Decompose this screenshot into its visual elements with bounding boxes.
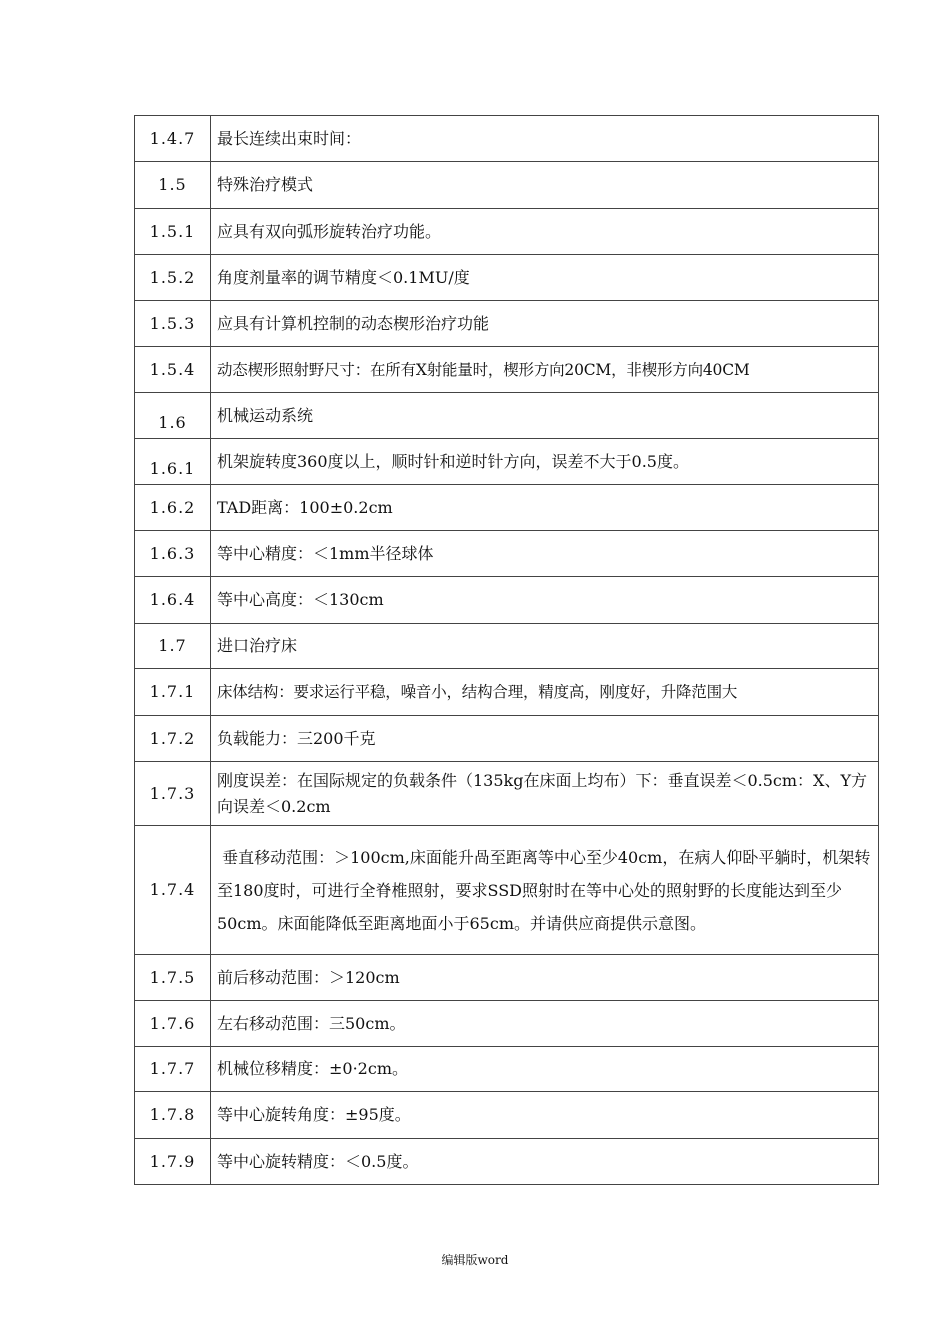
row-number: 1.7.1 bbox=[135, 669, 211, 716]
row-text: 机械位移精度：±0·2cm。 bbox=[211, 1047, 879, 1092]
row-number: 1.5.3 bbox=[135, 301, 211, 347]
table-row bbox=[135, 485, 879, 531]
row-text: 垂直移动范围：＞100cm,床面能升咼至距离等中心至少40cm，在病人仰卧平躺时，机架转至180度时，可进行全脊椎照射，要求SSD照射时在等中心处的照射野的长度能达到至少50cm。床面能降低至距离地面小于65cm。并请供应商提供示意图。 bbox=[211, 826, 879, 955]
table-row bbox=[135, 577, 879, 624]
table-row bbox=[135, 1092, 879, 1139]
table-row bbox=[135, 1001, 879, 1047]
table-row bbox=[135, 116, 879, 162]
table-row bbox=[135, 209, 879, 255]
table-row bbox=[135, 826, 879, 955]
row-text: 机械运动系统 bbox=[211, 393, 879, 439]
table-row bbox=[135, 669, 879, 716]
row-text: 等中心精度：＜1mm半径球体 bbox=[211, 531, 879, 577]
row-number: 1.5.4 bbox=[135, 347, 211, 393]
table-row bbox=[135, 716, 879, 762]
table-row bbox=[135, 393, 879, 439]
row-number: 1.6 bbox=[135, 393, 211, 439]
row-text: 刚度误差：在国际规定的负载条件（135kg在床面上均布）下：垂直误差＜0.5cm：X、Y方向误差＜0.2cm bbox=[211, 762, 879, 826]
row-number: 1.5.1 bbox=[135, 209, 211, 255]
row-text: 应具有计算机控制的动态楔形治疗功能 bbox=[211, 301, 879, 347]
row-text: 角度剂量率的调节精度＜0.1MU/度 bbox=[211, 255, 879, 301]
row-number: 1.7.6 bbox=[135, 1001, 211, 1047]
spec-table-body bbox=[135, 116, 879, 1185]
table-row bbox=[135, 624, 879, 669]
row-text: 等中心旋转角度：±95度。 bbox=[211, 1092, 879, 1139]
row-number: 1.5 bbox=[135, 162, 211, 209]
row-number: 1.6.3 bbox=[135, 531, 211, 577]
row-number: 1.7.4 bbox=[135, 826, 211, 955]
row-text: 等中心高度：＜130cm bbox=[211, 577, 879, 624]
table-row bbox=[135, 1047, 879, 1092]
row-number: 1.6.2 bbox=[135, 485, 211, 531]
table-row bbox=[135, 255, 879, 301]
row-text: 进口治疗床 bbox=[211, 624, 879, 669]
page-footer: 编辑版word bbox=[441, 1253, 509, 1267]
table-row bbox=[135, 955, 879, 1001]
row-number: 1.7 bbox=[135, 624, 211, 669]
row-text: 应具有双向弧形旋转治疗功能。 bbox=[211, 209, 879, 255]
row-text: 最长连续出束时间： bbox=[211, 116, 879, 162]
row-text: 床体结构：要求运行平稳，噪音小，结构合理，精度高，刚度好，升降范围大 bbox=[211, 669, 879, 716]
row-text: 前后移动范围：＞120cm bbox=[211, 955, 879, 1001]
table-row bbox=[135, 347, 879, 393]
row-text: 动态楔形照射野尺寸：在所有X射能量时，楔形方向20CM，非楔形方向40CM bbox=[211, 347, 879, 393]
table-row bbox=[135, 439, 879, 485]
table-row bbox=[135, 301, 879, 347]
row-number: 1.7.5 bbox=[135, 955, 211, 1001]
spec-table bbox=[134, 115, 879, 1185]
row-text: 等中心旋转精度：＜0.5度。 bbox=[211, 1139, 879, 1185]
row-text: 机架旋转度360度以上，顺时针和逆时针方向，误差不大于0.5度。 bbox=[211, 439, 879, 485]
row-number: 1.4.7 bbox=[135, 116, 211, 162]
row-text: TAD距离：100±0.2cm bbox=[211, 485, 879, 531]
row-number: 1.7.9 bbox=[135, 1139, 211, 1185]
table-row bbox=[135, 1139, 879, 1185]
row-number: 1.7.8 bbox=[135, 1092, 211, 1139]
row-number: 1.7.7 bbox=[135, 1047, 211, 1092]
table-row bbox=[135, 162, 879, 209]
row-number: 1.7.2 bbox=[135, 716, 211, 762]
table-row bbox=[135, 762, 879, 826]
row-text: 负载能力：三200千克 bbox=[211, 716, 879, 762]
row-text: 左右移动范围：三50cm。 bbox=[211, 1001, 879, 1047]
row-number: 1.6.1 bbox=[135, 439, 211, 485]
row-number: 1.7.3 bbox=[135, 762, 211, 826]
table-row bbox=[135, 531, 879, 577]
row-text: 特殊治疗模式 bbox=[211, 162, 879, 209]
row-number: 1.6.4 bbox=[135, 577, 211, 624]
row-number: 1.5.2 bbox=[135, 255, 211, 301]
